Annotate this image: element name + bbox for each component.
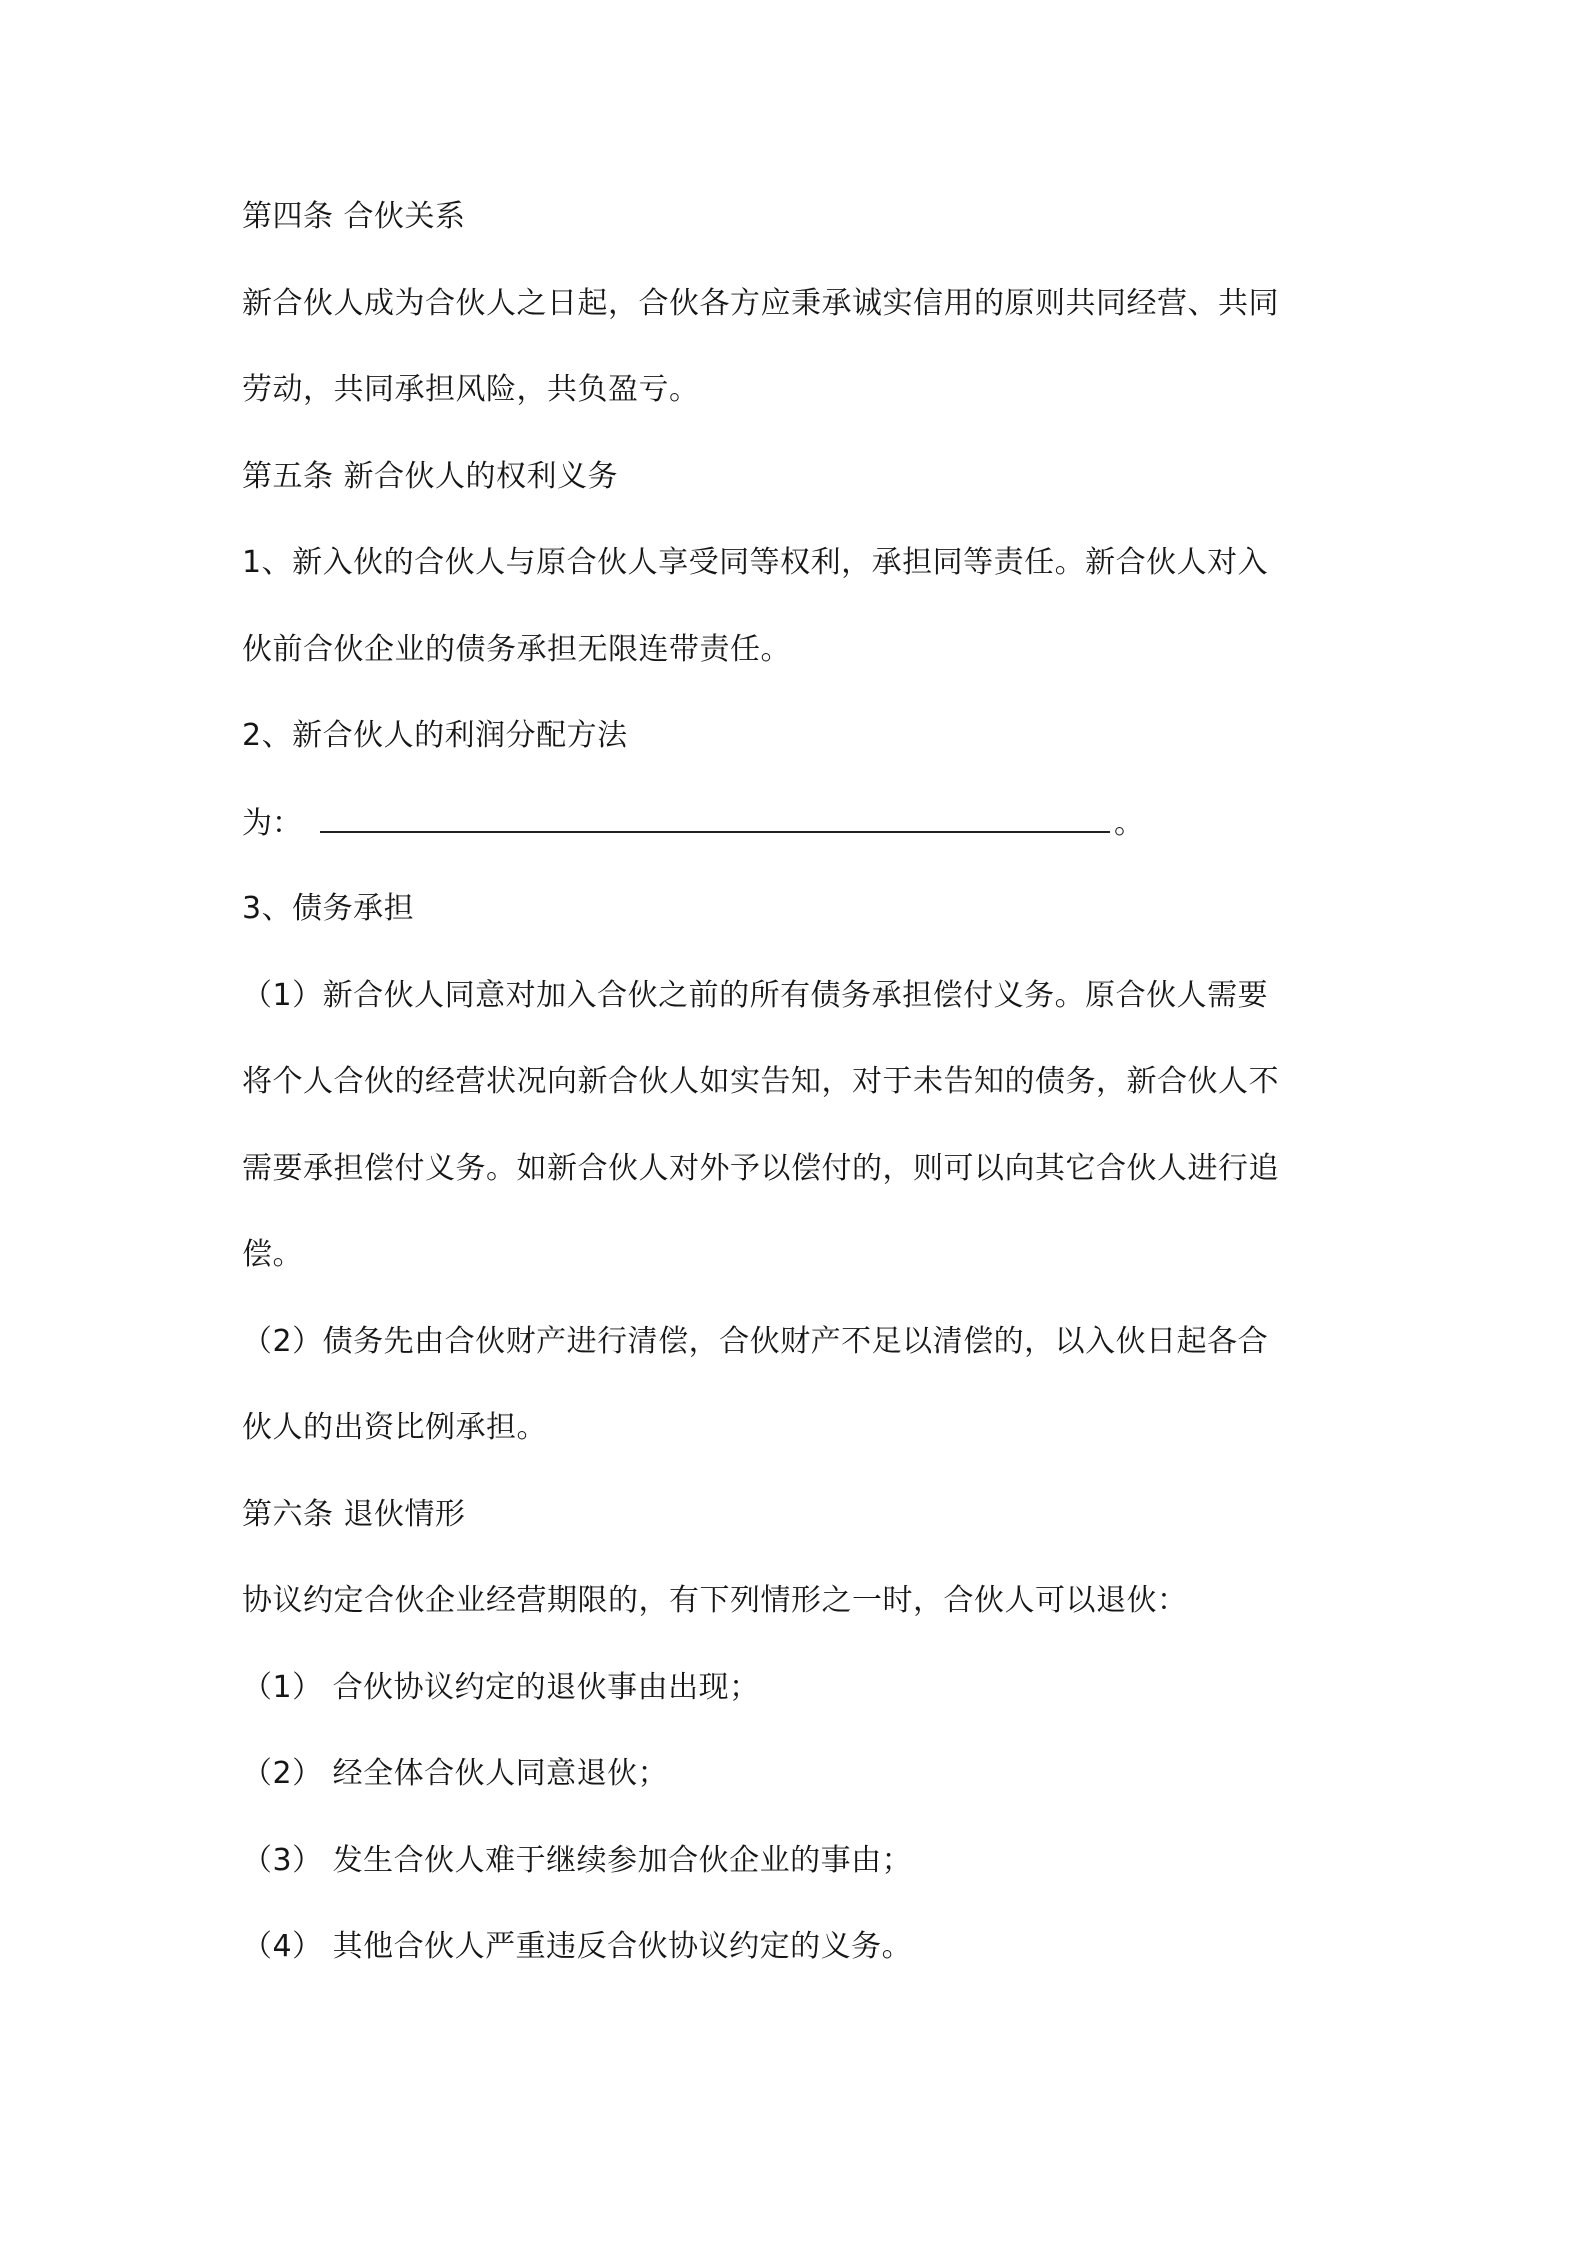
paragraph-line: 2、新合伙人的利润分配方法 [242,718,628,753]
paragraph-line: 伙前合伙企业的债务承担无限连带责任。 [242,632,791,667]
list-item: （1） 合伙协议约定的退伙事由出现； [242,1670,760,1705]
list-item: （4） 其他合伙人严重违反合伙协议约定的义务。 [242,1929,913,1964]
article-6-heading: 第六条 退伙情形 [242,1497,466,1532]
paragraph-line: （2）债务先由合伙财产进行清偿，合伙财产不足以清偿的，以入伙日起各合 [242,1324,1269,1359]
paragraph-line: 3、债务承担 [242,891,415,926]
article-5-heading: 第五条 新合伙人的权利义务 [242,459,619,494]
list-item: （2） 经全体合伙人同意退伙； [242,1756,669,1791]
paragraph-line: 伙人的出资比例承担。 [242,1410,547,1445]
fill-in-blank[interactable] [320,801,1110,833]
paragraph-line: 将个人合伙的经营状况向新合伙人如实告知，对于未告知的债务，新合伙人不 [242,1064,1279,1099]
paragraph-line: 偿。 [242,1237,303,1272]
article-4-heading: 第四条 合伙关系 [242,199,466,234]
field-suffix: 。 [1114,806,1144,841]
field-label: 为： [242,806,302,841]
paragraph-line: （1）新合伙人同意对加入合伙之前的所有债务承担偿付义务。原合伙人需要 [242,978,1269,1013]
paragraph-line: 需要承担偿付义务。如新合伙人对外予以偿付的，则可以向其它合伙人进行追 [242,1151,1279,1186]
paragraph-line: 劳动，共同承担风险，共负盈亏。 [242,372,700,407]
paragraph-line: 协议约定合伙企业经营期限的，有下列情形之一时，合伙人可以退伙： [242,1583,1188,1618]
paragraph-line: 新合伙人成为合伙人之日起，合伙各方应秉承诚实信用的原则共同经营、共同 [242,286,1279,321]
paragraph-line: 1、新入伙的合伙人与原合伙人享受同等权利，承担同等责任。新合伙人对入 [242,545,1269,580]
list-item: （3） 发生合伙人难于继续参加合伙企业的事由； [242,1843,913,1878]
profit-distribution-field [242,801,1352,846]
